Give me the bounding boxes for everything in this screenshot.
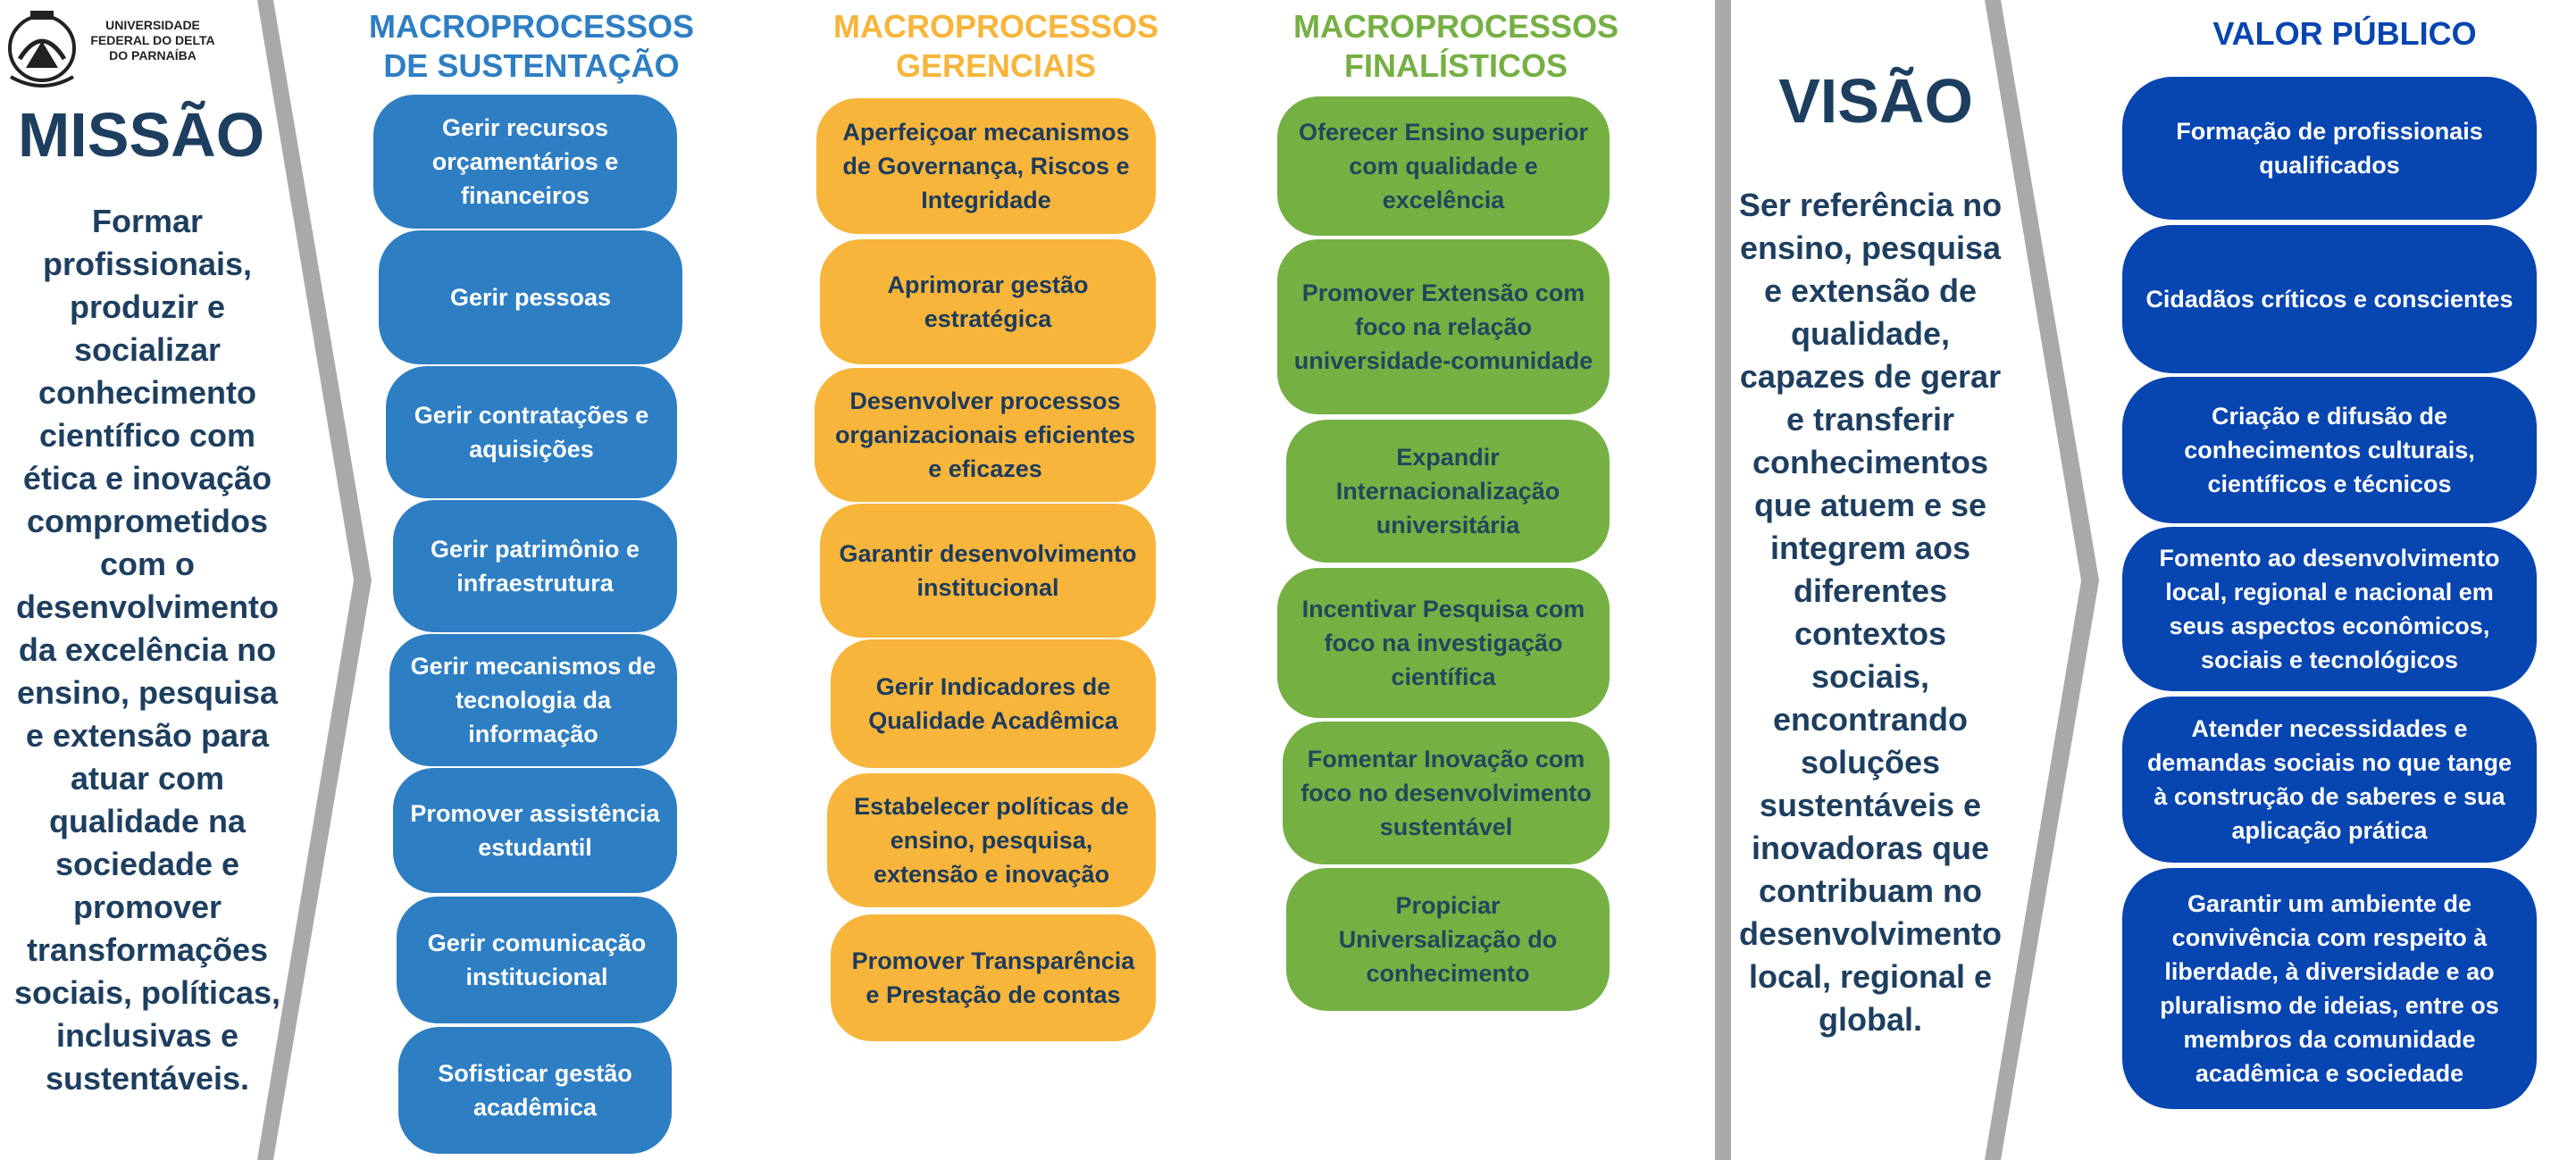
sustentacao-title: MACROPROCESSOS DE SUSTENTAÇÃO: [368, 8, 695, 84]
university-logo: [4, 5, 218, 88]
gerenciais-item: Garantir desenvolvimento institucional: [820, 504, 1156, 638]
missao-text: Formar profissionais, produzir e socializar conhecimento científico com ética e inovação comprometidos com o desenvolvimento da excelência no ensino, pesquisa e extensão para atuar com qualidade na sociedade e promover transformações sociais, políticas, inclusivas e sustentáveis.: [13, 203, 281, 1097]
finalisticos-item: Fomentar Inovação com foco no desenvolvimento sustentável: [1283, 722, 1610, 864]
sustentacao-item: Gerir pessoas: [379, 230, 682, 364]
sustentacao-item: Promover assistência estudantil: [393, 768, 677, 893]
valor-title: VALOR PÚBLICO: [2212, 15, 2477, 52]
valor-item: Fomento ao desenvolvimento local, regional e nacional em seus aspectos econômicos, sociais e tecnológicos: [2122, 527, 2537, 691]
valor-item: Criação e difusão de conhecimentos culturais, científicos e técnicos: [2122, 377, 2537, 523]
gerenciais-item: Desenvolver processos organizacionais eficientes e eficazes: [815, 368, 1156, 502]
gerenciais-item: Promover Transparência e Prestação de contas: [831, 914, 1156, 1041]
visao-text: Ser referência no ensino, pesquisa e extensão de qualidade, capazes de gerar e transferir conhecimentos que atuem e se integrem aos diferentes contextos sociais, encontrando soluções sustentáveis e inovadoras que contribuam no desenvolvimento local, regional e global.: [1738, 187, 2003, 1038]
sustentacao-item: Gerir mecanismos de tecnologia da informação: [389, 634, 677, 766]
finalisticos-item: Propiciar Universalização do conhecimento: [1286, 868, 1610, 1011]
finalisticos-item: Oferecer Ensino superior com qualidade e excelência: [1277, 96, 1610, 236]
sustentacao-item: Gerir contratações e aquisições: [386, 366, 677, 498]
finalisticos-item: Promover Extensão com foco na relação universidade-comunidade: [1277, 239, 1610, 414]
sustentacao-item: Sofisticar gestão acadêmica: [398, 1027, 672, 1154]
finalisticos-item: Incentivar Pesquisa com foco na investigação científica: [1277, 568, 1610, 718]
valor-item: Formação de profissionais qualificados: [2122, 77, 2537, 220]
vertical-divider: [1715, 0, 1731, 1160]
visao-title: VISÃO: [1778, 66, 1973, 136]
gerenciais-item: Aprimorar gestão estratégica: [820, 239, 1156, 364]
gerenciais-item: Estabelecer políticas de ensino, pesquisa, extensão e inovação: [827, 773, 1156, 907]
logo-line-3: DO PARNAÍBA: [109, 48, 197, 63]
sustentacao-item: Gerir patrimônio e infraestrutura: [393, 500, 677, 632]
valor-item: Atender necessidades e demandas sociais no que tange à construção de saberes e sua aplicação prática: [2122, 697, 2537, 863]
valor-item: Garantir um ambiente de convivência com respeito à liberdade, à diversidade e ao pluralismo de ideias, entre os membros da comunidade acadêmica e sociedade: [2122, 868, 2537, 1109]
gerenciais-item: Gerir Indicadores de Qualidade Acadêmica: [831, 639, 1156, 768]
logo-line-2: FEDERAL DO DELTA: [90, 33, 215, 47]
valor-item: Cidadãos críticos e conscientes: [2122, 225, 2537, 373]
sustentacao-item: Gerir recursos orçamentários e financeiros: [373, 95, 677, 229]
university-seal-icon: [4, 5, 80, 88]
gerenciais-title: MACROPROCESSOS GERENCIAIS: [832, 8, 1159, 84]
missao-title: MISSÃO: [18, 100, 265, 170]
finalisticos-item: Expandir Internacionalização universitária: [1286, 420, 1610, 563]
finalisticos-title: MACROPROCESSOS FINALÍSTICOS: [1292, 8, 1619, 84]
logo-line-1: UNIVERSIDADE: [105, 18, 200, 32]
gerenciais-item: Aperfeiçoar mecanismos de Governança, Riscos e Integridade: [816, 98, 1156, 234]
sustentacao-item: Gerir comunicação institucional: [397, 897, 677, 1023]
